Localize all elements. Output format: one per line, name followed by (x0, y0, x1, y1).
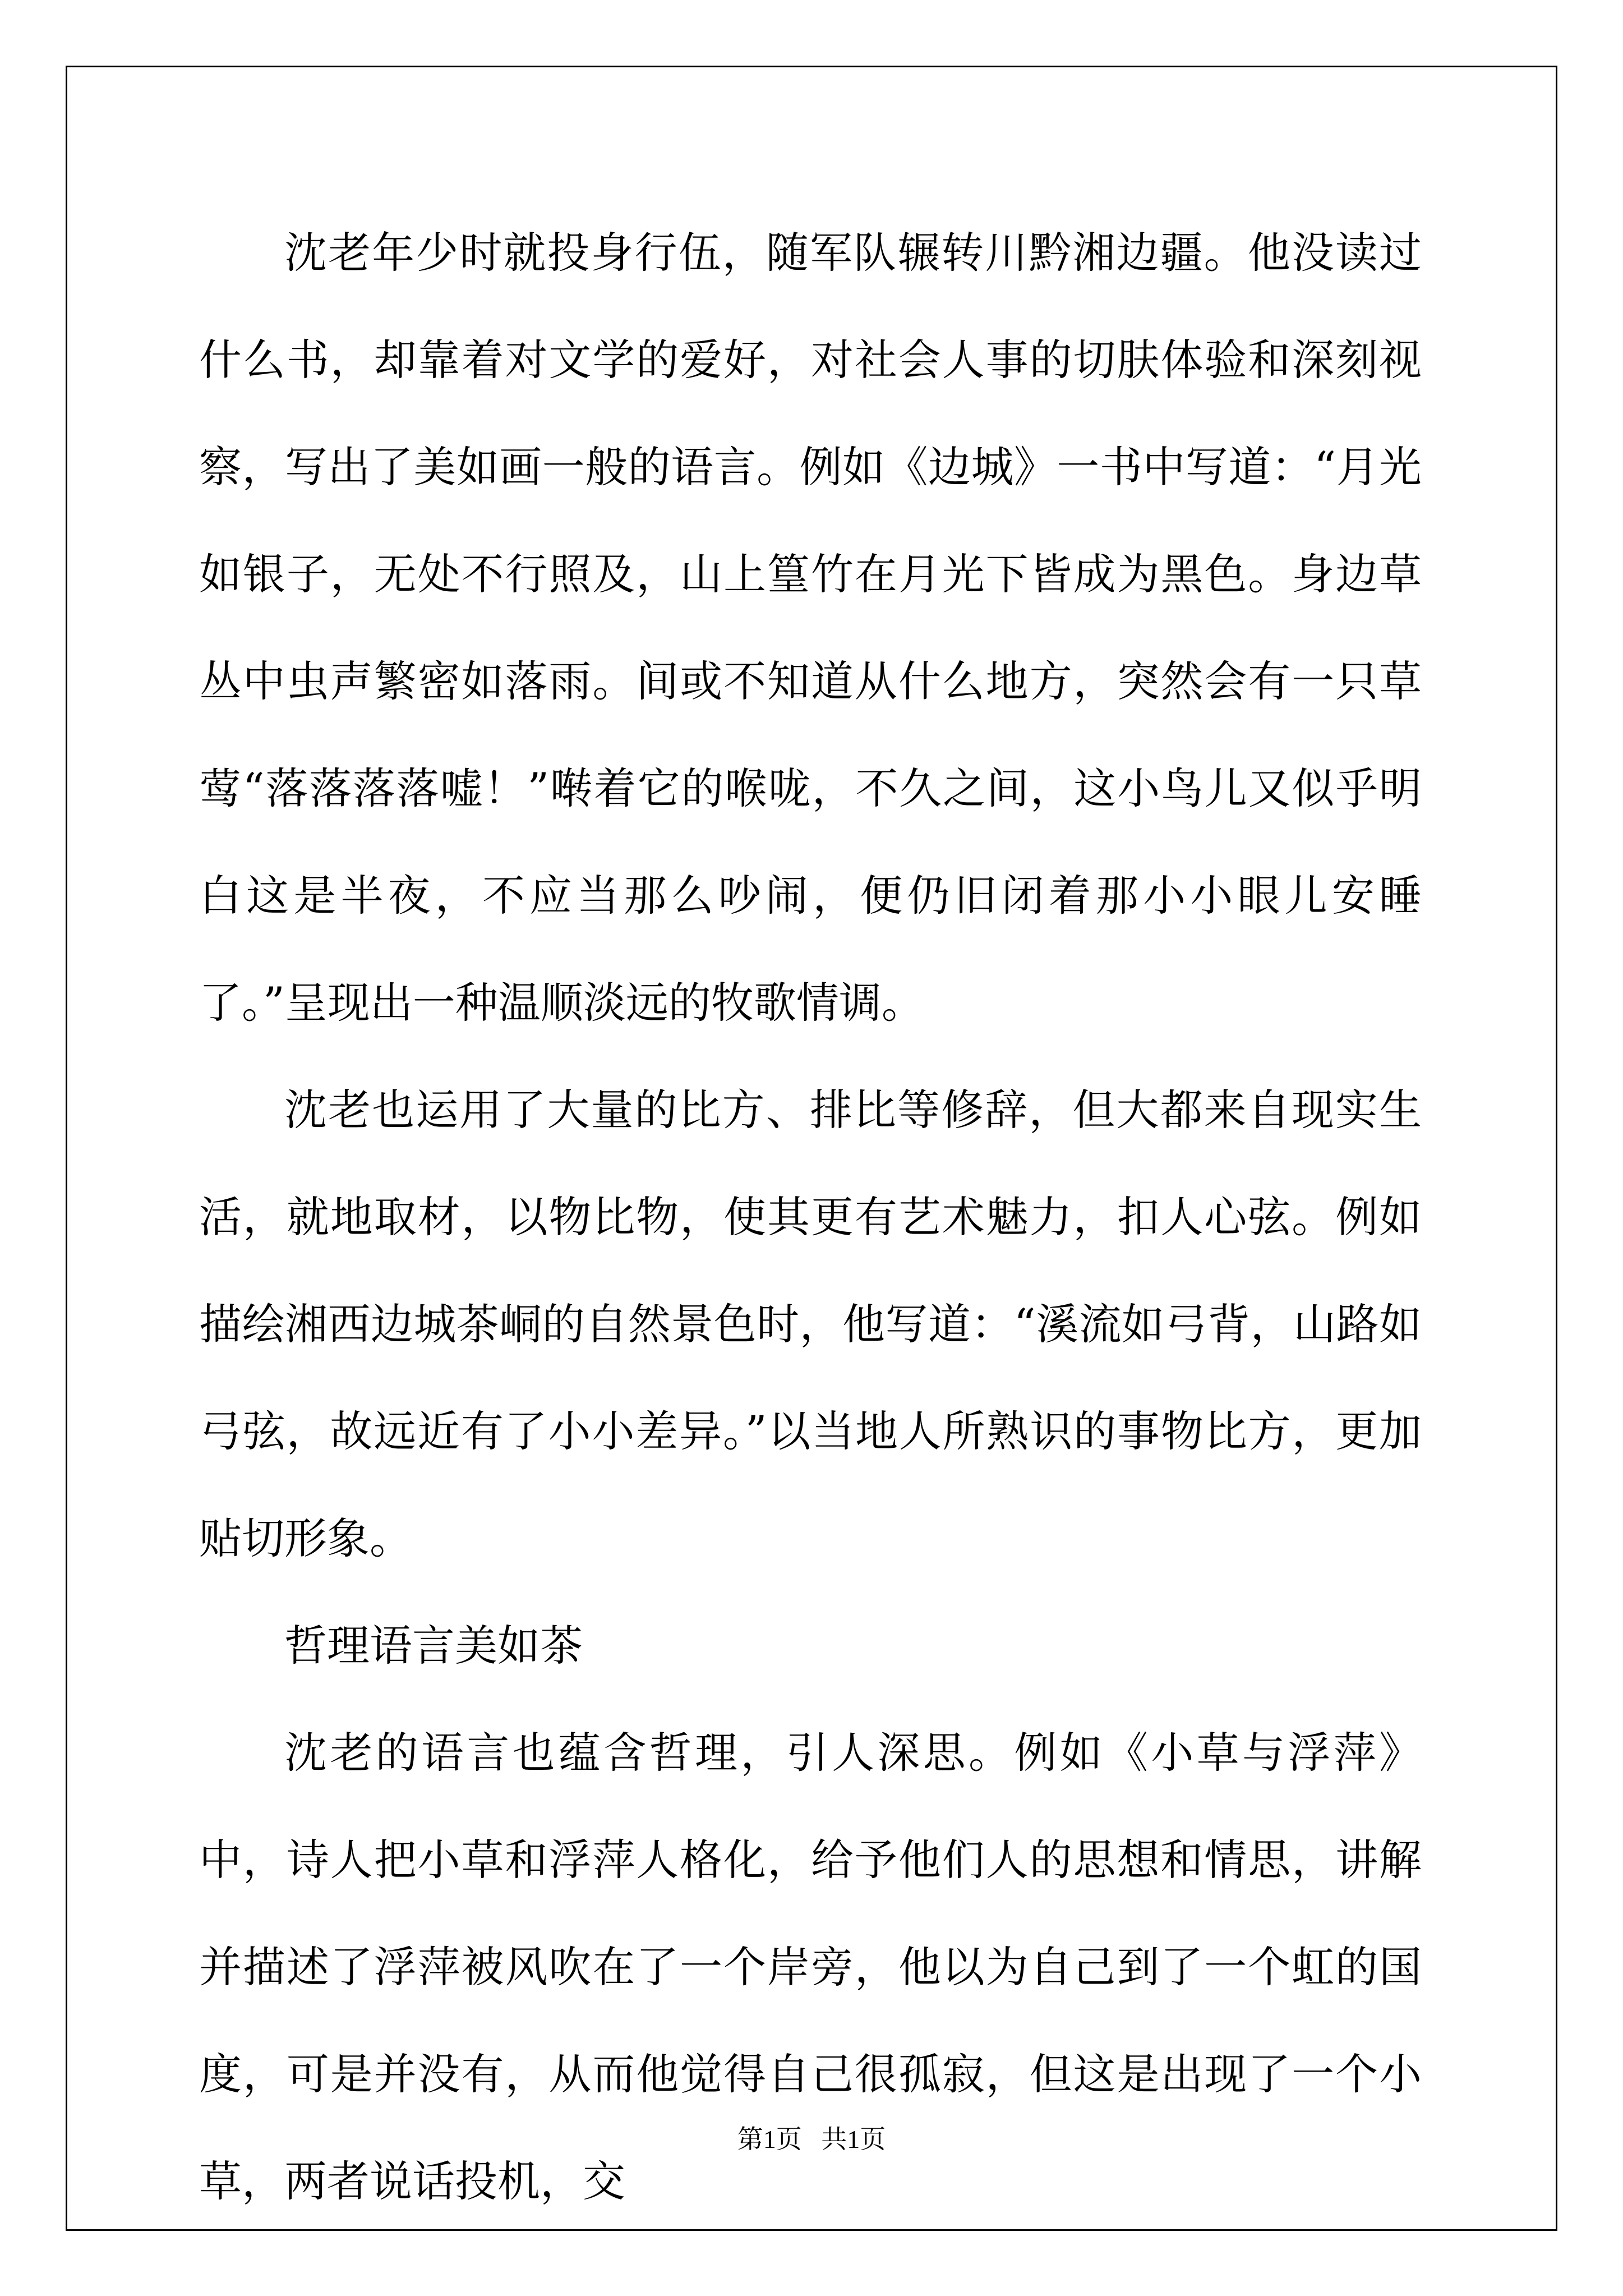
document-body (199, 199, 1422, 2235)
page-total: 共1页 (821, 2125, 886, 2154)
paragraph-biancheng-excerpt: 沈老年少时就投身行伍，随军队辗转川黔湘边疆。他没读过什么书，却靠着对文学的爱好，对社会人事的切肤体验和深刻视察，写出了美如画一般的语言。例如《边城》一书中写道：“月光如银子，无处不行照及，山上篁竹在月光下皆成为黑色。身边草丛中虫声繁密如落雨。间或不知道从什么地方，突然会有一只草莺“落落落落嘘！”啭着它的喉咙，不久之间，这小鸟儿又似乎明白这是半夜，不应当那么吵闹，便仍旧闭着那小小眼儿安睡了。”呈现出一种温顺淡远的牧歌情调。 (199, 228, 1422, 1028)
page-footer (0, 2123, 1623, 2156)
paragraph-philosophy: 沈老的语言也蕴含哲理，引人深思。例如《小草与浮萍》中，诗人把小草和浮萍人格化，给予他们人的思想和情思，讲解并描述了浮萍被风吹在了一个岸旁，他以为自己到了一个虹的国度，可是并没有，从而他觉得自己很孤寂，但这是出现了一个小草，两者说话投机，交 (199, 1728, 1422, 2206)
page-number: 第1页 (737, 2125, 802, 2154)
paragraph-rhetoric: 沈老也运用了大量的比方、排比等修辞，但大都来自现实生活，就地取材，以物比物，使其更有艺术魅力，扣人心弦。例如描绘湘西边城茶峒的自然景色时，他写道：“溪流如弓背，山路如弓弦，故远近有了小小差异。”以当地人所熟识的事物比方，更加贴切形象。 (199, 1085, 1422, 1563)
section-heading-philosophy: 哲理语言美如茶 (284, 1621, 583, 1671)
